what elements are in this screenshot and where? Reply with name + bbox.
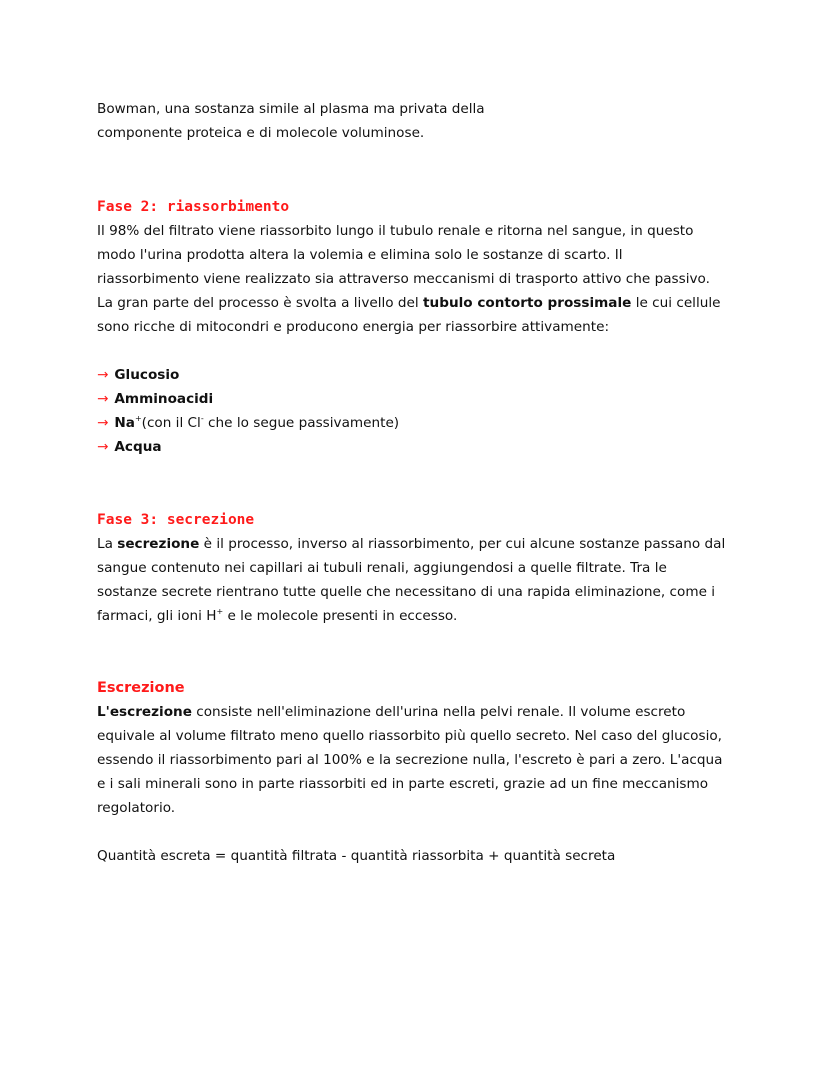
- escrezione-term: L'escrezione: [97, 704, 192, 720]
- list-item-label: Acqua: [114, 439, 162, 455]
- escrezione-line-3: essendo il riassorbimento pari al 100% e la secrezione nulla, l'escreto è pari a zero. L'acqua: [97, 752, 723, 768]
- escrezione-line-2: equivale al volume filtrato meno quello riassorbito più quello secreto. Nel caso del glucosio,: [97, 728, 723, 744]
- escrezione-line-4: e i sali minerali sono in parte riassorbiti ed in parte escreti, grazie ad un fine meccanismo: [97, 776, 709, 792]
- intro-paragraph: [97, 97, 737, 145]
- section-fase-2: [97, 195, 737, 459]
- right-arrow-icon: →: [97, 439, 109, 455]
- fase-3-line-3: sostanze secrete rientrano tutte quelle che necessitano di una rapida eliminazione, come i: [97, 584, 716, 600]
- na-note-tail: che lo segue passivamente): [203, 415, 400, 431]
- fase-3-line-1-text: La: [97, 536, 118, 552]
- right-arrow-icon: →: [97, 391, 109, 407]
- list-item-glucosio: [97, 363, 737, 387]
- fase-2-line-4-tail: le cui cellule: [631, 295, 721, 311]
- intro-line-2: componente proteica e di molecole voluminose.: [97, 125, 425, 141]
- fase-3-line-4: [97, 604, 737, 628]
- fase-3-heading: Fase 3: secrezione: [97, 512, 255, 528]
- section-fase-3: [97, 508, 737, 628]
- escrezione-line-1-tail: consiste nell'eliminazione dell'urina nella pelvi renale. Il volume escreto: [191, 704, 686, 720]
- fase-3-line-1: [97, 532, 737, 556]
- right-arrow-icon: →: [97, 367, 109, 383]
- list-item-sodio: [97, 411, 737, 435]
- h-charge: +: [216, 607, 224, 616]
- fase-2-line-1: Il 98% del filtrato viene riassorbito lungo il tubulo renale e ritorna nel sangue, in questo: [97, 223, 694, 239]
- intro-line-1: Bowman, una sostanza simile al plasma ma privata della: [97, 101, 485, 117]
- cl-charge: -: [200, 414, 204, 423]
- section-escrezione: [97, 676, 737, 868]
- fase-2-line-3: riassorbimento viene realizzato sia attraverso meccanismi di trasporto attivo che passivo.: [97, 271, 710, 287]
- fase-3-line-1-tail: è il processo, inverso al riassorbimento, per cui alcune sostanze passano dal: [199, 536, 726, 552]
- secrezione-term: secrezione: [117, 536, 200, 552]
- escrezione-heading: Escrezione: [97, 680, 185, 696]
- fase-2-line-4-text: La gran parte del processo è svolta a livello del: [97, 295, 424, 311]
- fase-3-line-4-tail: e le molecole presenti in eccesso.: [223, 608, 458, 624]
- fase-2-heading: Fase 2: riassorbimento: [97, 199, 290, 215]
- list-item-label: Glucosio: [114, 367, 180, 383]
- formula-line: Quantità escreta = quantità filtrata - quantità riassorbita + quantità secreta: [97, 848, 616, 864]
- fase-2-line-2: modo l'urina prodotta altera la volemia e elimina solo le sostanze di scarto. Il: [97, 247, 623, 263]
- right-arrow-icon: →: [97, 415, 109, 431]
- escrezione-line-5: regolatorio.: [97, 800, 176, 816]
- fase-2-line-4: [97, 291, 737, 315]
- fase-3-line-2: sangue contenuto nei capillari ai tubuli renali, aggiungendosi a quelle filtrate. Tra le: [97, 560, 667, 576]
- list-item-amminoacidi: [97, 387, 737, 411]
- na-note: (con il Cl: [141, 415, 201, 431]
- tubulo-contorto-term: tubulo contorto prossimale: [423, 295, 632, 311]
- escrezione-line-1: [97, 700, 737, 724]
- list-item-label: Amminoacidi: [114, 391, 214, 407]
- na-charge: +: [134, 414, 142, 423]
- document-page: [97, 97, 737, 868]
- riassorbimento-list: [97, 363, 737, 459]
- list-item-acqua: [97, 435, 737, 459]
- list-item-label: Na: [114, 415, 135, 431]
- fase-2-line-5: sono ricche di mitocondri e producono energia per riassorbire attivamente:: [97, 319, 610, 335]
- fase-3-line-4-text: farmaci, gli ioni H: [97, 608, 217, 624]
